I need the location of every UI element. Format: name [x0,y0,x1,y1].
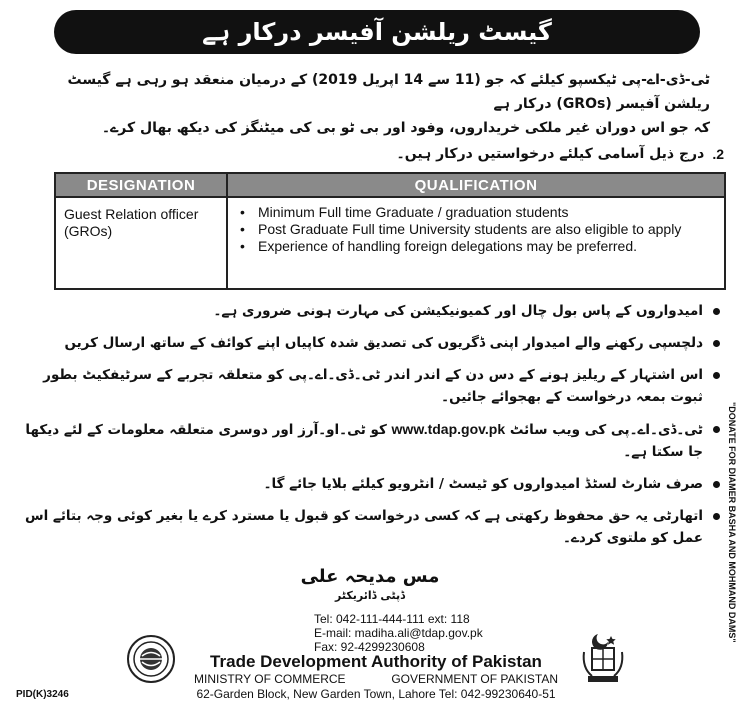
organization-address: 62-Garden Block, New Garden Town, Lahore Tel: 042-99230640-51 [196,687,556,701]
signatory [290,566,450,602]
requirements-list [20,300,720,559]
qualification-cell [227,197,725,289]
item-2-text: درج ذیل آسامی کیلئے درخواستیں درکار ہیں۔ [396,146,705,162]
ministry-label: MINISTRY OF COMMERCE [194,672,346,686]
organization-name: Trade Development Authority of Pakistan [210,652,542,671]
website-link[interactable]: www.tdap.gov.pk [391,421,506,437]
list-item: امیدواروں کے پاس بول چال اور کمیونیکیشن کی مہارت ہونی ضروری ہے۔ [20,300,720,322]
intro-line-1: ٹی-ڈی-اے-پی ٹیکسپو کیلئے کہ جو (11 سے 14 اپریل 2019) کے درمیان منعقد ہو رہی ہے گیسٹ ریلشن آفیسر (GROs) درکار ہے [67,72,710,112]
intro-line-2: کہ جو اس دوران غیر ملکی خریداروں، وفود اور بی ٹو بی کی میٹنگز کی دیکھ بھال کرے۔ [101,120,710,136]
signatory-title: ڈپٹی ڈائریکٹر [335,589,405,602]
qualification-header: QUALIFICATION [227,173,725,197]
list-item: صرف شارٹ لسٹڈ امیدواروں کو ٹیسٹ / انٹرویو کیلئے بلایا جائے گا۔ [20,473,720,495]
contact-fax: Fax: 92-4299230608 [314,640,425,654]
contact-email[interactable]: E-mail: madiha.ali@tdap.gov.pk [314,626,483,640]
qualification-item: • Minimum Full time Graduate / graduation students [238,204,718,221]
designation-header: DESIGNATION [55,173,227,197]
contact-block [314,612,483,654]
designation-cell: Guest Relation officer (GROs) [55,197,227,289]
bullet-icon [713,426,720,433]
bullet-icon [713,308,720,315]
table-row [55,197,725,289]
title-banner: گیسٹ ریلشن آفیسر درکار ہے [54,10,700,54]
qualification-item: • Post Graduate Full time University students are also eligible to apply [238,221,718,238]
bullet-icon [713,513,720,520]
bullet-icon [713,481,720,488]
contact-tel: Tel: 042-111-444-111 ext: 118 [314,612,470,626]
bullet-icon [713,340,720,347]
list-item: اتھارٹی یہ حق محفوظ رکھتی ہے کہ کسی درخواست کو قبول یا مسترد کرے یا بغیر کوئی وجہ بتائے اس عمل کو ملتوی کردے۔ [20,505,720,549]
qualification-item: • Experience of handling foreign delegations may be preferred. [238,238,718,255]
pid-code: PID(K)3246 [16,689,69,700]
organization-block [186,652,566,701]
qualification-table [54,172,726,290]
signatory-name: مس مدیحہ علی [300,566,440,587]
item-2-number: 2. [712,146,724,162]
intro-paragraph [30,68,710,140]
list-item: دلچسپی رکھنے والے امیدوار اپنی ڈگریوں کی تصدیق شدہ کاپیاں اپنے کوائف کے ساتھ ارسال کریں [20,332,720,354]
list-item: اس اشتہار کے ریلیز ہونے کے دس دن کے اندر اندر ٹی۔ڈی۔اے۔پی کو متعلقہ تجربے کے سرٹیفکیٹ بطور ثبوت بمعہ درخواست کے بھجوائے جائیں۔ [20,364,720,408]
side-slogan: "DONATE FOR DIAMER BASHA AND MOHMAND DAMS" [727,402,737,643]
bullet-icon [713,372,720,379]
government-label: GOVERNMENT OF PAKISTAN [391,672,558,686]
government-emblem-icon [580,632,626,686]
list-item-website: ٹی۔ڈی۔اے۔پی کی ویب سائٹ www.tdap.gov.pk کو ٹی۔او۔آرز اور دوسری متعلقہ معلومات کے لئے دیکھا جا سکتا ہے۔ [20,418,720,463]
item-2 [397,146,724,162]
tdap-logo-icon [126,634,176,684]
